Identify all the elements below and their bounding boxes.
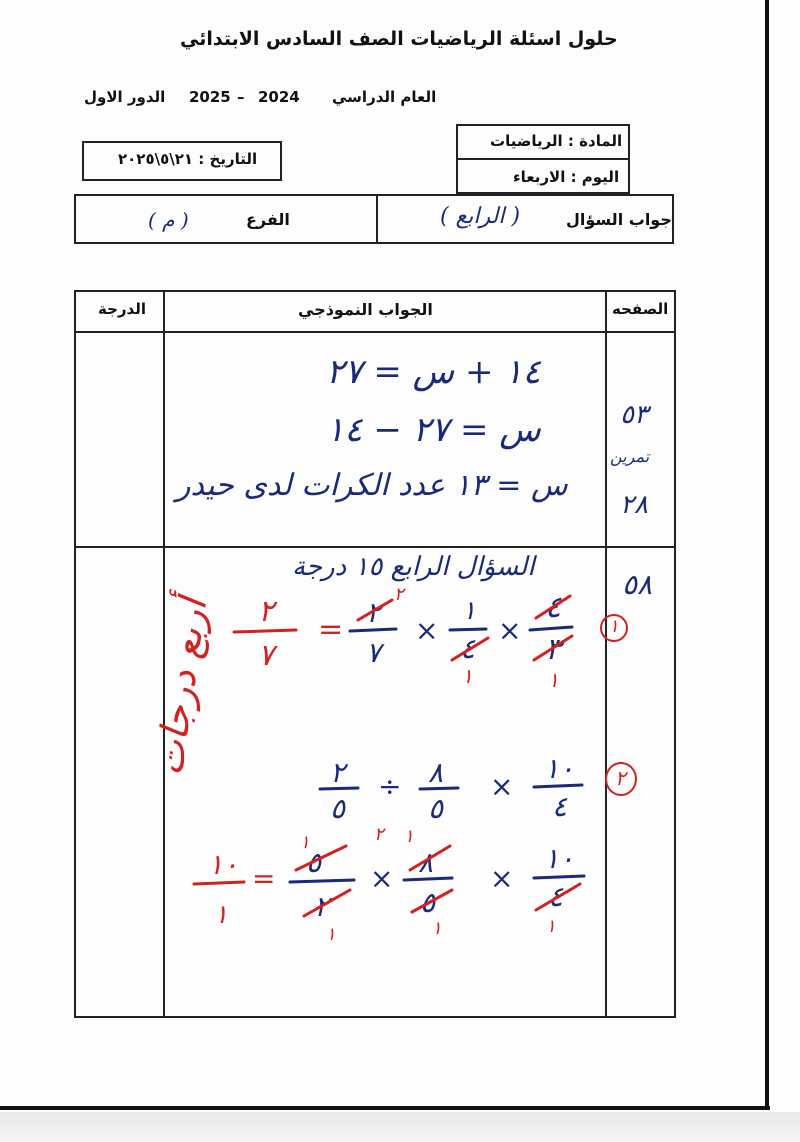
- item1-times-1: ×: [498, 614, 522, 647]
- item1-f1-den: ٣: [545, 632, 562, 667]
- column-header-answer: الجواب النموذجي: [298, 300, 433, 319]
- item2-b-den: ٥: [428, 792, 444, 825]
- item1-f1-num: ٤: [545, 590, 562, 625]
- page-title: حلول اسئلة الرياضيات الصف السادس الابتدائي: [180, 28, 618, 50]
- row1-line-3: س = ١٣ عدد الكرات لدى حيدر: [176, 468, 568, 503]
- item2-sol-c-den: ٢: [314, 890, 330, 923]
- item2-sol-result-num: ١٠: [208, 848, 239, 881]
- item2-sol-result-den: ١: [214, 900, 228, 930]
- item1-marker: ١: [600, 614, 628, 642]
- scan-margin: [0, 1112, 800, 1142]
- item2-sol-times-2: ×: [370, 862, 394, 895]
- row1-page-ref-2: تمرين: [610, 447, 650, 466]
- item2-a-num: ١٠: [544, 752, 575, 785]
- item2-times: ×: [490, 770, 514, 803]
- item2-a-den: ٤: [552, 790, 568, 823]
- item1-f3-den: ٧: [366, 636, 382, 669]
- row1-page-ref-1: ٥٣: [620, 400, 648, 430]
- item2-sol-cancel-3: ١: [326, 924, 336, 945]
- item2-sol-cancel-5: ١: [404, 826, 414, 847]
- item2-sol-a-den: ٤: [548, 880, 564, 913]
- question-value: ( الرابع ): [440, 204, 521, 229]
- item1-cancel-c: ٢: [394, 584, 404, 605]
- row1-line-2: س = ٢٧ − ١٤: [326, 410, 541, 450]
- item2-sol-b-num: ٨: [418, 846, 434, 879]
- question-label: جواب السؤال: [566, 210, 672, 229]
- item2-divide: ÷: [378, 770, 402, 803]
- exam-round: الدور الاول: [84, 88, 166, 106]
- item2-marker: ٢: [605, 762, 637, 796]
- item2-sol-c-num: ٥: [306, 846, 322, 879]
- year-separator: –: [237, 88, 245, 106]
- day-label: اليوم : الاربعاء: [513, 168, 620, 186]
- column-header-page: الصفحه: [612, 300, 669, 318]
- item2-sol-cancel-1: ١: [546, 916, 556, 937]
- item2-sol-b-den: ٥: [420, 886, 436, 919]
- item2-sol-times-1: ×: [490, 862, 514, 895]
- subject-label: المادة : الرياضيات: [490, 132, 623, 150]
- academic-year-label: العام الدراسي: [332, 88, 437, 106]
- item1-times-2: ×: [415, 614, 439, 647]
- year-start: 2024: [258, 88, 300, 106]
- grade-side-note: أربع درجات: [146, 595, 216, 779]
- item2-c-den: ٥: [330, 792, 346, 825]
- item1-f3-num: ٢: [366, 596, 382, 629]
- item1-equals: =: [318, 612, 344, 647]
- item1-cancel-b: ١: [462, 664, 473, 688]
- item2-sol-cancel-4: ١: [300, 832, 310, 853]
- item2-c-num: ٢: [330, 756, 346, 789]
- item2-sol-cancel-2: ١: [432, 918, 442, 939]
- row1-line-1: ١٤ + س = ٢٧: [326, 352, 541, 392]
- item2-sol-cancel-6: ٢: [374, 824, 384, 845]
- row2-page-ref: ٥٨: [622, 568, 653, 601]
- page-bottom-border: [0, 1106, 770, 1110]
- item1-result-den: ٧: [258, 638, 275, 673]
- item2-sol-equals: =: [252, 862, 276, 895]
- date-label: التاريخ : ٢١\٥\٢٠٢٥: [118, 150, 258, 168]
- branch-label: الفرع: [246, 210, 290, 229]
- item1-cancel-a: ١: [548, 668, 559, 692]
- item1-result-num: ٢: [258, 594, 275, 629]
- branch-value: ( م ): [148, 208, 189, 232]
- row1-page-ref-3: ٢٨: [620, 490, 648, 520]
- item2-b-num: ٨: [428, 756, 444, 789]
- year-end: 2025: [189, 88, 231, 106]
- item2-sol-a-num: ١٠: [544, 842, 575, 875]
- column-header-grade: الدرجة: [98, 300, 146, 318]
- page-right-border: [765, 0, 769, 1110]
- row2-heading: السؤال الرابع ١٥ درجة: [292, 552, 535, 582]
- item1-f2-den: ٤: [460, 632, 476, 665]
- item1-f2-num: ١: [462, 596, 476, 626]
